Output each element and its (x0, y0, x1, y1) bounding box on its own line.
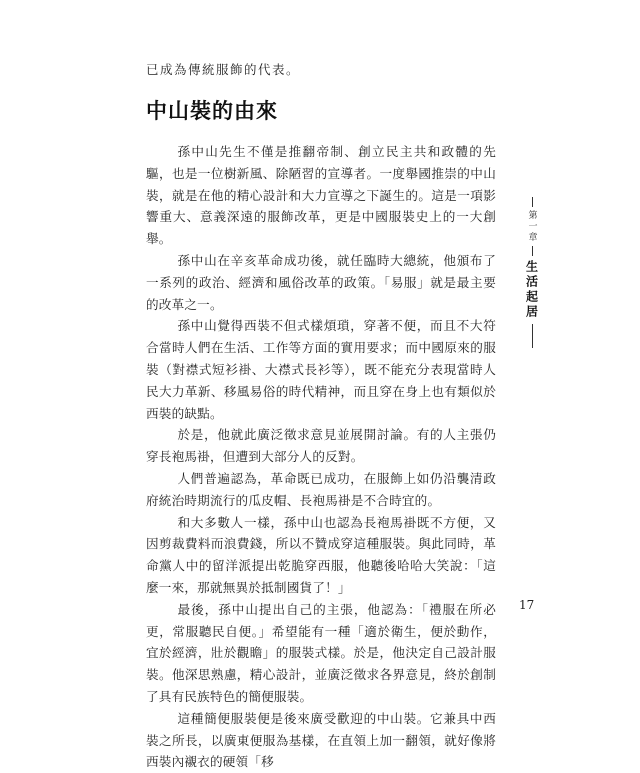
paragraph: 孫中山覺得西裝不但式樣煩瑣，穿著不便，而且不大符合當時人們在生活、工作等方面的實用要求；而中國原來的服裝（對襟式短衫褂、大襟式長衫等），既不能充分表現當時人民大力革新、移風易俗的時代精神，而且穿在身上也有類似於西裝的缺點。 (146, 318, 496, 421)
paragraph: 這種簡便服裝便是後來廣受歡迎的中山裝。它兼具中西裝之所長，以廣東便服為基樣，在直領上加一翻領，就好像將西裝內襯衣的硬領「移 (146, 710, 496, 770)
chapter-side-tab (524, 197, 540, 348)
chapter-title: 生活起居 (524, 260, 539, 320)
body-text (146, 141, 496, 773)
side-rule (532, 246, 533, 256)
continued-text-line: 已成為傳統服飾的代表。 (146, 62, 301, 77)
side-rule (532, 324, 533, 348)
paragraph: 和大多數人一樣，孫中山也認為長袍馬褂既不方便，又因剪裁費料而浪費錢，所以不贊成穿這種服裝。與此同時，革命黨人中的留洋派提出乾脆穿西服，他聽後哈哈大笑說：「這麼一來，那就無異於抵制國貨了！」 (146, 514, 496, 595)
paragraph: 最後，孫中山提出自己的主張，他認為：「禮服在所必更，常服聽民自便。」希望能有一種「適於衛生，便於動作，宜於經濟，壯於觀瞻」的服裝式樣。於是，他決定自己設計服裝。他深思熟慮，精心設計，並廣泛徵求各界意見，終於創制了具有民族特色的簡便服裝。 (146, 601, 496, 704)
paragraph: 孫中山在辛亥革命成功後，就任臨時大總統，他頒布了一系列的政治、經濟和風俗改革的政策。「易服」就是最主要的改革之一。 (146, 252, 496, 312)
paragraph: 孫中山先生不僅是推翻帝制、創立民主共和政體的先驅，也是一位樹新風、除陋習的宣導者。一度舉國推崇的中山裝，就是在他的精心設計和大力宣導之下誕生的。這是一項影響重大、意義深遠的服飾改革，更是中國服裝史上的一大創舉。 (146, 144, 496, 247)
side-rule (532, 197, 533, 207)
section-title: 中山裝的由來 (146, 99, 278, 123)
paragraph: 人們普遍認為，革命既已成功，在服飾上如仍沿襲清政府統治時期流行的瓜皮帽、長袍馬褂是不合時宜的。 (146, 470, 496, 508)
page-number: 17 (519, 598, 535, 612)
chapter-label: 第一章 (526, 210, 537, 243)
paragraph: 於是，他就此廣泛徵求意見並展開討論。有的人主張仍穿長袍馬褂，但遭到大部分人的反對。 (146, 427, 496, 465)
